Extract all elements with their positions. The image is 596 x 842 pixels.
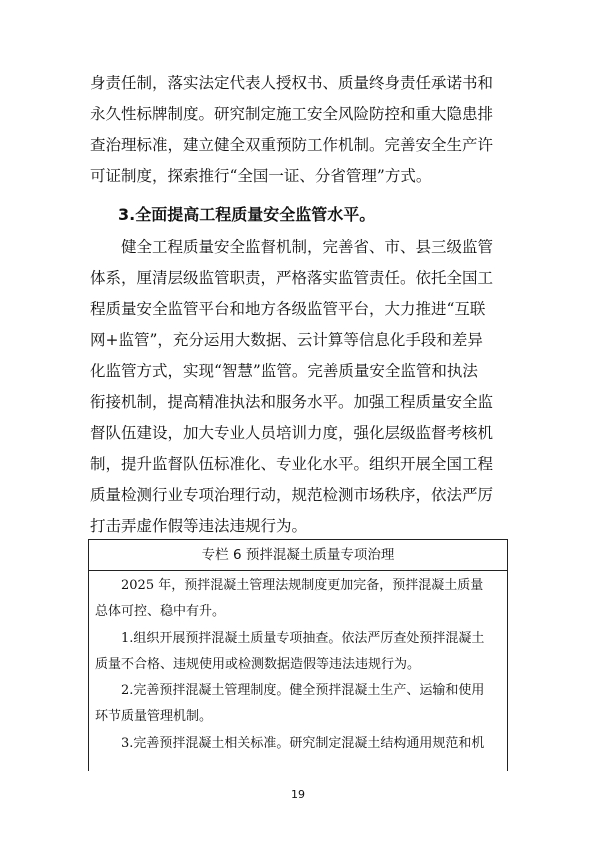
text-line: 督队伍建设，加大专业人员培训力度，强化层级监督考核机 bbox=[90, 424, 494, 442]
box-line: 环节质量管理机制。 bbox=[95, 709, 213, 725]
box-line: 质量不合格、违规使用或检测数据造假等违法违规行为。 bbox=[95, 656, 421, 672]
text-line: 打击弄虚作假等违法违规行为。 bbox=[90, 517, 308, 535]
text-line: 衔接机制，提高精准执法和服务水平。加强工程质量安全监 bbox=[90, 393, 494, 411]
box-line: 1.组织开展预拌混凝土质量专项抽查。依法严厉查处预拌混凝土 bbox=[121, 630, 485, 646]
paragraph-supervision bbox=[90, 232, 506, 542]
paragraph-responsibility-system bbox=[90, 68, 506, 192]
text-line: 查治理标准，建立健全双重预防工作机制。完善安全生产许 bbox=[90, 136, 494, 154]
column-box-concrete-quality bbox=[88, 539, 508, 771]
box-line: 总体可控、稳中有升。 bbox=[95, 604, 226, 620]
box-line: 2.完善预拌混凝土管理制度。健全预拌混凝土生产、运输和使用 bbox=[121, 683, 485, 699]
box-title: 专栏 6 预拌混凝土质量专项治理 bbox=[89, 540, 507, 571]
box-body bbox=[89, 571, 507, 757]
text-line: 制，提升监督队伍标准化、专业化水平。组织开展全国工程 bbox=[90, 455, 494, 473]
text-line: 永久性标牌制度。研究制定施工安全风险防控和重大隐患排 bbox=[90, 105, 494, 123]
text-line: 体系，厘清层级监管职责，严格落实监管责任。依托全国工 bbox=[90, 269, 494, 287]
section-heading: 3.全面提高工程质量安全监管水平。 bbox=[118, 205, 376, 224]
text-line: 网+监管”，充分运用大数据、云计算等信息化手段和差异 bbox=[90, 331, 483, 349]
text-line: 身责任制，落实法定代表人授权书、质量终身责任承诺书和 bbox=[90, 74, 494, 92]
box-line: 3.完善预拌混凝土相关标准。研究制定混凝土结构通用规范和机 bbox=[121, 735, 485, 751]
text-line: 可证制度，探索推行“全国一证、分省管理”方式。 bbox=[90, 167, 432, 185]
text-line: 健全工程质量安全监督机制，完善省、市、县三级监管 bbox=[121, 238, 494, 256]
text-line: 质量检测行业专项治理行动，规范检测市场秩序，依法严厉 bbox=[90, 486, 494, 504]
text-line: 程质量安全监管平台和地方各级监管平台，大力推进“互联 bbox=[90, 300, 486, 318]
text-line: 化监管方式，实现“智慧”监管。完善质量安全监管和执法 bbox=[90, 362, 478, 380]
box-line: 2025 年，预拌混凝土管理法规制度更加完备，预拌混凝土质量 bbox=[121, 578, 484, 593]
page-number: 19 bbox=[291, 788, 305, 801]
